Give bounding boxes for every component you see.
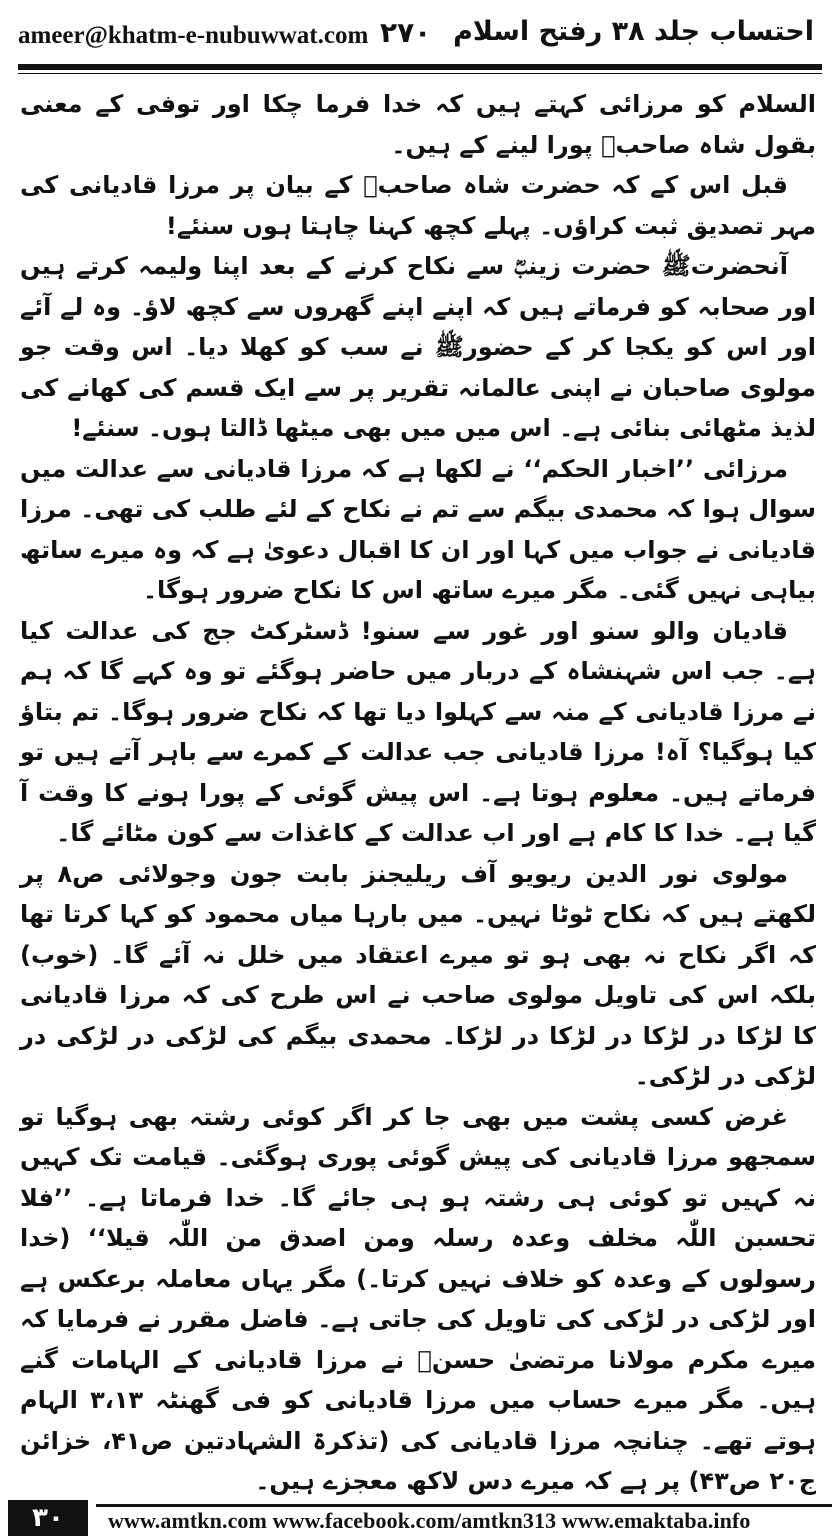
paragraph: مرزائی ’’اخبار الحکم‘‘ نے لکھا ہے کہ مرزا قادیانی سے عدالت میں سوال ہوا کہ محمدی بیگم سے تم نے نکاح کے لئے طلب کی تھی۔ مرزا قادیانی نے جواب میں کہا اور ان کا اقبال دعویٰ ہے کہ وہ میرے ساتھ بیاہی نہیں گئی۔ مگر میرے ساتھ اس کا نکاح ضرور ہوگا۔	[20, 454, 816, 604]
paragraph: قادیان والو سنو اور غور سے سنو! ڈسٹرکٹ جج کی عدالت کیا ہے۔ جب اس شہنشاہ کے دربار میں حاضر ہوگئے تو وہ کہے گا کہ ہم نے مرزا قادیانی کے منہ سے کہلوا دیا تھا کہ نکاح ضرور ہوگا۔ تم بتاؤ کیا ہوگیا؟ آہ! مرزا قادیانی جب عدالت کے کمرے سے باہر آتے ہیں تو فرماتے ہیں۔ معلوم ہوتا ہے۔ اس پیش گوئی کے پورا ہونے کا وقت آ گیا ہے۔ خدا کا کام ہے اور اب عدالت کے کاغذات سے کون مٹائے گا۔	[20, 616, 816, 847]
footer-rule	[96, 1504, 832, 1507]
header-book-title: احتساب جلد ۳۸ رفتح اسلام	[453, 16, 814, 47]
paragraph: غرض کسی پشت میں بھی جا کر اگر کوئی رشتہ بھی ہوگیا تو سمجھو مرزا قادیانی کی پیش گوئی پوری ہوگئی۔ قیامت تک کہیں نہ کہیں تو کوئی ہی رشتہ ہو ہی جائے گا۔ خدا فرماتا ہے۔ ’’فلا تحسبن اللّٰہ مخلف وعدہ رسلہ ومن اصدق من اللّٰہ قیلا‘‘ (خدا رسولوں کے وعدہ کو خلاف نہیں کرتا۔) مگر یہاں معاملہ برعکس ہے اور لڑکی در لڑکی کی تاویل کی جاتی ہے۔ فاضل مقرر نے فرمایا کہ میرے مکرم مولانا مرتضیٰ حسنؒ نے مرزا قادیانی کے الہامات گنے ہیں۔ مگر میرے حساب میں مرزا قادیانی کو فی گھنٹہ ۳،۱۳ الہام ہوتے تھے۔ چنانچہ مرزا قادیانی کی (تذکرۃ الشہادتین ص۴۱، خزائن ج۲۰ ص۴۳) پر ہے کہ میرے دس لاکھ معجزے ہیں۔	[20, 1102, 816, 1495]
header-page-number: ۲۷۰	[380, 16, 432, 49]
paragraph: قبل اس کے کہ حضرت شاہ صاحبؒ کے بیان پر مرزا قادیانی کی مہر تصدیق ثبت کراؤں۔ پہلے کچھ کہنا چاہتا ہوں سنئے!	[20, 171, 816, 240]
footer-page-box: ۳۰	[8, 1500, 88, 1536]
footer-urls: www.amtkn.com www.facebook.com/amtkn313 www.emaktaba.info	[108, 1508, 751, 1533]
header-rule-thick	[18, 64, 822, 70]
page-body	[20, 84, 816, 1495]
paragraph: السلام کو مرزائی کہتے ہیں کہ خدا فرما چکا اور توفی کے معنی بقول شاہ صاحبؒ پورا لینے کے ہیں۔	[20, 90, 816, 159]
page-header	[0, 0, 840, 80]
page-footer	[0, 1492, 840, 1540]
header-rule-thin	[18, 73, 822, 74]
header-email: ameer@khatm-e-nubuwwat.com	[18, 22, 369, 49]
paragraph: مولوی نور الدین ریویو آف ریلیجنز بابت جون وجولائی ص۸ پر لکھتے ہیں کہ نکاح ٹوٹا نہیں۔ میں بارہا میاں محمود کو کہا کرتا تھا کہ اگر نکاح نہ بھی ہو تو میرے اعتقاد میں خلل نہ آئے گا۔ (خوب) بلکہ اس کی تاویل مولوی صاحب نے اس طرح کی کہ مرزا قادیانی کا لڑکا در لڑکا در لڑکا در لڑکا۔ محمدی بیگم کی لڑکی در لڑکی در لڑکی در لڑکی۔	[20, 859, 816, 1090]
paragraph: آنحضرتﷺ حضرت زینبؓ سے نکاح کرنے کے بعد اپنا ولیمہ کرتے ہیں اور صحابہ کو فرماتے ہیں کہ اپنے اپنے گھروں سے کچھ لاؤ۔ وہ لے آئے اور اس کو یکجا کر کے حضورﷺ نے سب کو کھلا دیا۔ اس وقت جو مولوی صاحبان نے اپنی عالمانہ تقریر پر سے ایک قسم کی کھانے کی لذیذ مٹھائی بنائی ہے۔ اس میں میں بھی میٹھا ڈالتا ہوں۔ سنئے!	[20, 252, 816, 442]
